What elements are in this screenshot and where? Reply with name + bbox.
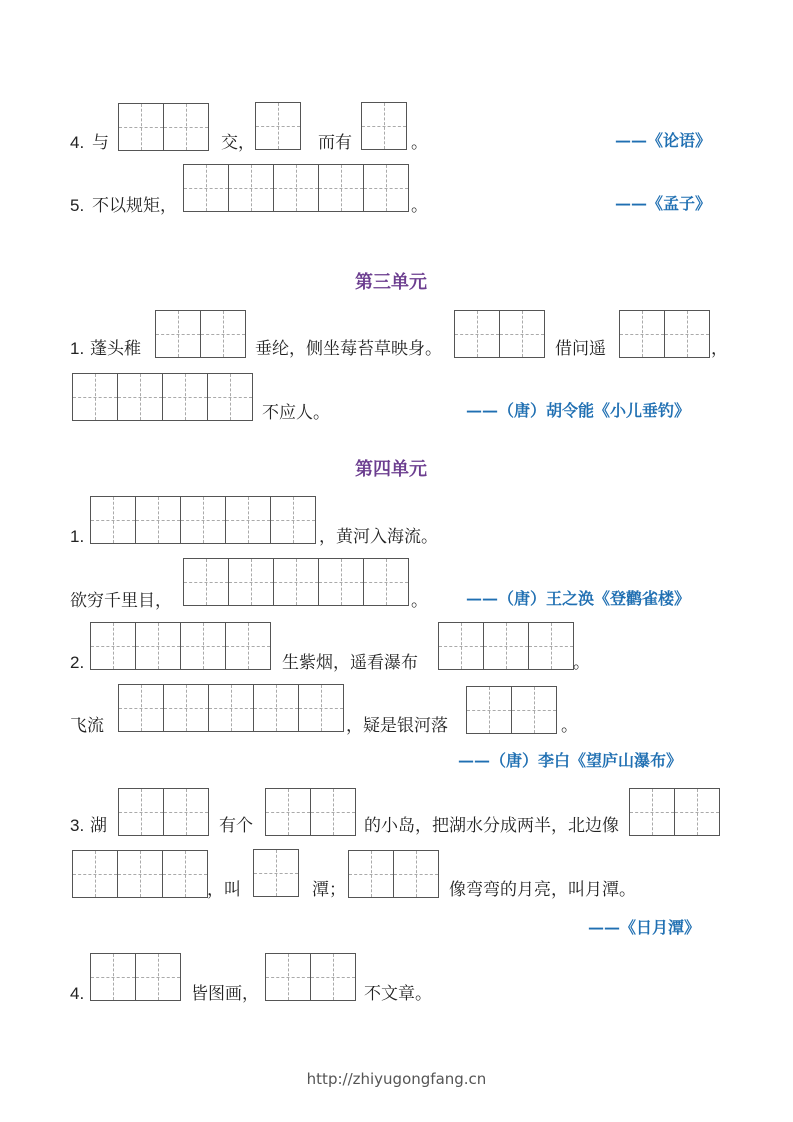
q5-answer-boxes[interactable] bbox=[183, 164, 409, 212]
q4-text-2: 交， bbox=[221, 133, 255, 153]
u3-q1-source: ——（唐）胡令能《小儿垂钓》 bbox=[466, 401, 691, 420]
u3-q1-number: 1. bbox=[70, 339, 85, 358]
u4-q2-text-1: 生紫烟，遥看瀑布 bbox=[282, 653, 418, 673]
u4-q2-text-5: 。 bbox=[561, 716, 578, 736]
u4-q3-text-5: 潭； bbox=[312, 880, 346, 900]
u4-q3-answer-boxes-2[interactable] bbox=[265, 788, 356, 836]
u4-q2-answer-boxes-1[interactable] bbox=[90, 622, 271, 670]
u4-q2-number: 2. bbox=[70, 653, 85, 672]
q4-source: ——《论语》 bbox=[615, 131, 712, 150]
u4-q2-text-3: 飞流 bbox=[70, 716, 104, 736]
u4-q2-answer-boxes-2[interactable] bbox=[438, 622, 574, 670]
u4-q3-answer-boxes-1[interactable] bbox=[118, 788, 209, 836]
u4-q4-answer-boxes-1[interactable] bbox=[90, 953, 181, 1001]
q5-number: 5. bbox=[70, 196, 85, 215]
u4-q1-text-1: ，黄河入海流。 bbox=[319, 527, 438, 547]
u4-q2-text-2: 。 bbox=[573, 653, 590, 673]
u4-q4-answer-boxes-2[interactable] bbox=[265, 953, 356, 1001]
u4-q3-text-2: 有个 bbox=[219, 816, 253, 836]
u4-q3-answer-boxes-6[interactable] bbox=[348, 850, 439, 898]
u4-q1-answer-boxes-1[interactable] bbox=[90, 496, 316, 544]
q4-text-4: 。 bbox=[411, 133, 428, 153]
u3-q1-text-3: 借问遥 bbox=[555, 339, 606, 359]
q5-text-2: 。 bbox=[411, 196, 428, 216]
q4-answer-boxes-1[interactable] bbox=[118, 103, 209, 151]
unit4-title: 第四单元 bbox=[355, 459, 427, 480]
q4-answer-boxes-2[interactable] bbox=[255, 102, 301, 150]
footer-url[interactable]: http://zhiyugongfang.cn bbox=[306, 1070, 487, 1088]
u4-q3-number: 3. bbox=[70, 816, 85, 835]
u4-q4-text-2: 不文章。 bbox=[364, 984, 432, 1004]
q4-number: 4. bbox=[70, 133, 85, 152]
u4-q1-text-3: 。 bbox=[411, 591, 428, 611]
u4-q3-answer-boxes-4[interactable] bbox=[72, 850, 208, 898]
u4-q1-source: ——（唐）王之涣《登鹳雀楼》 bbox=[466, 589, 691, 608]
u4-q2-source: ——（唐）李白《望庐山瀑布》 bbox=[458, 751, 683, 770]
u3-q1-text-2: 垂纶，侧坐莓苔草映身。 bbox=[255, 339, 442, 359]
u3-q1-text-1: 蓬头稚 bbox=[90, 339, 141, 359]
u4-q2-answer-boxes-3[interactable] bbox=[118, 684, 344, 732]
q4-text-1: 与 bbox=[92, 133, 109, 153]
u3-q1-answer-boxes-1[interactable] bbox=[155, 310, 246, 358]
u4-q1-answer-boxes-2[interactable] bbox=[183, 558, 409, 606]
u3-q1-answer-boxes-3[interactable] bbox=[619, 310, 710, 358]
unit3-title: 第三单元 bbox=[355, 272, 427, 293]
u4-q2-answer-boxes-4[interactable] bbox=[466, 686, 557, 734]
u4-q1-text-2: 欲穷千里目， bbox=[70, 591, 172, 611]
q4-text-3: 而有 bbox=[318, 133, 352, 153]
u3-q1-answer-boxes-2[interactable] bbox=[454, 310, 545, 358]
u4-q3-text-1: 湖 bbox=[90, 816, 107, 836]
u4-q3-text-3: 的小岛，把湖水分成两半，北边像 bbox=[364, 816, 619, 836]
u4-q4-text-1: 皆图画， bbox=[191, 984, 259, 1004]
u3-q1-text-4: ， bbox=[711, 339, 728, 359]
q5-text-1: 不以规矩， bbox=[92, 196, 177, 216]
q5-source: ——《孟子》 bbox=[615, 194, 712, 213]
u4-q3-text-4: ，叫 bbox=[207, 880, 241, 900]
u4-q1-number: 1. bbox=[70, 527, 85, 546]
u3-q1-answer-boxes-4[interactable] bbox=[72, 373, 253, 421]
u4-q2-text-4: ，疑是银河落 bbox=[346, 716, 448, 736]
u4-q4-number: 4. bbox=[70, 984, 85, 1003]
u4-q3-text-6: 像弯弯的月亮，叫月潭。 bbox=[449, 880, 636, 900]
u4-q3-source: ——《日月潭》 bbox=[588, 918, 701, 937]
u3-q1-text-5: 不应人。 bbox=[262, 403, 330, 423]
u4-q3-answer-boxes-5[interactable] bbox=[253, 849, 299, 897]
u4-q3-answer-boxes-3[interactable] bbox=[629, 788, 720, 836]
q4-answer-boxes-3[interactable] bbox=[361, 102, 407, 150]
